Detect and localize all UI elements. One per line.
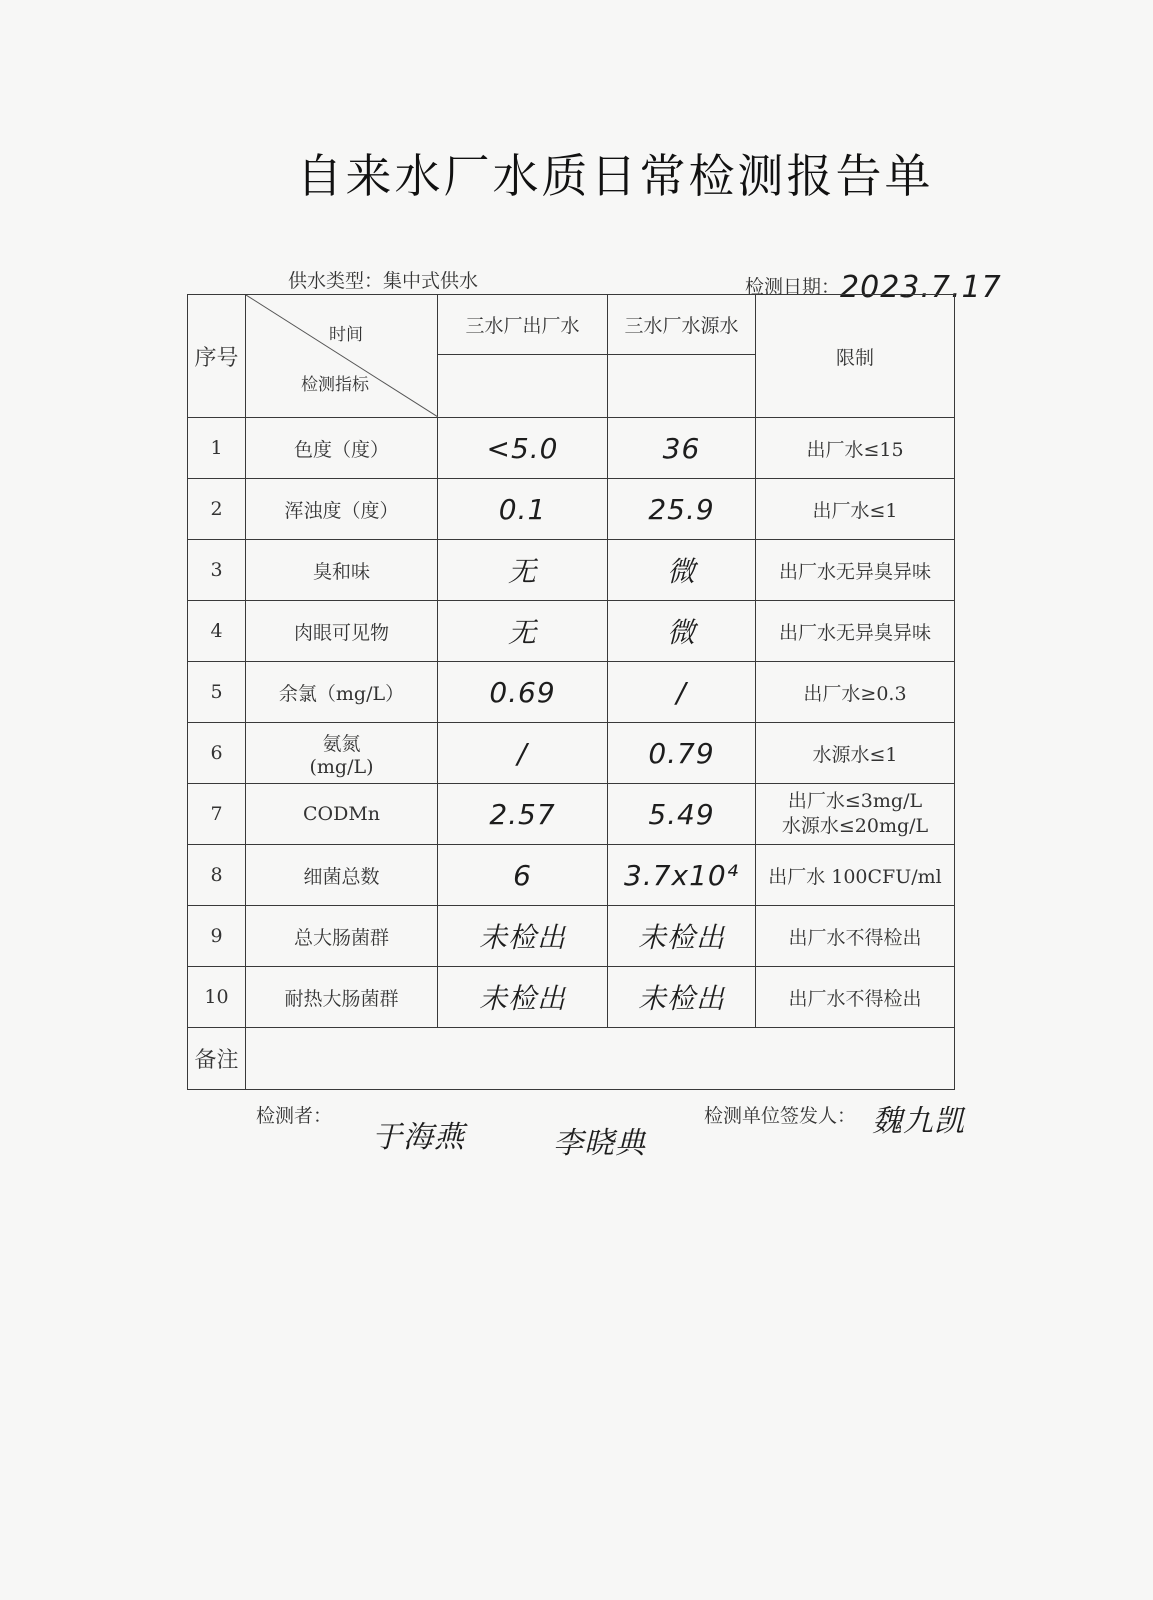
source-water-value: 3.7x10⁴ — [608, 845, 756, 906]
table-row — [188, 540, 955, 601]
row-number: 8 — [188, 845, 246, 906]
quality-table — [187, 294, 955, 1090]
source-water-value: 未检出 — [608, 906, 756, 967]
row-number: 2 — [188, 479, 246, 540]
out-water-value: 未检出 — [438, 906, 608, 967]
out-water-value: 无 — [438, 540, 608, 601]
table-row — [188, 479, 955, 540]
source-water-value: 0.79 — [608, 723, 756, 784]
time-label: 时间 — [329, 325, 363, 345]
table-row — [188, 662, 955, 723]
inspector-label: 检测者： — [256, 1105, 333, 1127]
limit-value: 出厂水不得检出 — [756, 906, 955, 967]
source-water-value: 微 — [608, 601, 756, 662]
source-water-value: 微 — [608, 540, 756, 601]
source-water-value: / — [608, 662, 756, 723]
limit-header: 限制 — [756, 295, 955, 418]
limit-value: 出厂水≤1 — [756, 479, 955, 540]
indicator-name: CODMn — [246, 784, 438, 845]
indicator-name: 余氯（mg/L） — [246, 662, 438, 723]
out-water-value: 无 — [438, 601, 608, 662]
report-title: 自来水厂水质日常检测报告单 — [296, 149, 934, 203]
row-number: 10 — [188, 967, 246, 1028]
limit-value: 出厂水不得检出 — [756, 967, 955, 1028]
col-src-header: 三水厂水源水 — [608, 295, 756, 355]
table-row — [188, 601, 955, 662]
out-water-value: <5.0 — [438, 418, 608, 479]
indicator-label: 检测指标 — [301, 375, 369, 395]
row-number: 1 — [188, 418, 246, 479]
date-label: 检测日期： — [745, 276, 841, 298]
date-value: 2023.7.17 — [840, 270, 1002, 305]
table-row — [188, 906, 955, 967]
limit-value: 出厂水≤3mg/L 水源水≤20mg/L — [756, 784, 955, 845]
source-water-value: 未检出 — [608, 967, 756, 1028]
table-row — [188, 967, 955, 1028]
out-water-value: 6 — [438, 845, 608, 906]
issuer-signature: 魏九凯 — [872, 1104, 965, 1139]
table-row — [188, 784, 955, 845]
source-water-value: 25.9 — [608, 479, 756, 540]
indicator-name: 耐热大肠菌群 — [246, 967, 438, 1028]
seq-header: 序号 — [188, 295, 246, 418]
table-row — [188, 723, 955, 784]
out-water-value: / — [438, 723, 608, 784]
out-water-value: 未检出 — [438, 967, 608, 1028]
source-water-value: 36 — [608, 418, 756, 479]
indicator-name: 氨氮 (mg/L) — [246, 723, 438, 784]
row-number: 4 — [188, 601, 246, 662]
indicator-name: 臭和味 — [246, 540, 438, 601]
out-water-value: 2.57 — [438, 784, 608, 845]
row-number: 5 — [188, 662, 246, 723]
remark-content — [246, 1028, 955, 1090]
limit-value: 出厂水 100CFU/ml — [756, 845, 955, 906]
inspector-signature-2: 李晓典 — [553, 1126, 646, 1161]
row-number: 3 — [188, 540, 246, 601]
supply-type: 供水类型：集中式供水 — [288, 270, 479, 292]
row-number: 6 — [188, 723, 246, 784]
inspector-signature-1: 于海燕 — [372, 1120, 465, 1155]
row-number: 7 — [188, 784, 246, 845]
table-row — [188, 418, 955, 479]
out-water-value: 0.69 — [438, 662, 608, 723]
indicator-name: 色度（度） — [246, 418, 438, 479]
indicator-name: 细菌总数 — [246, 845, 438, 906]
diagonal-header — [246, 295, 438, 418]
diagonal-line — [246, 295, 438, 417]
col-src-time — [608, 355, 756, 418]
indicator-name: 肉眼可见物 — [246, 601, 438, 662]
issuer-label: 检测单位签发人： — [704, 1105, 857, 1127]
indicator-name: 浑浊度（度） — [246, 479, 438, 540]
row-number: 9 — [188, 906, 246, 967]
out-water-value: 0.1 — [438, 479, 608, 540]
limit-value: 出厂水无异臭异味 — [756, 601, 955, 662]
limit-value: 出厂水≤15 — [756, 418, 955, 479]
remark-label: 备注 — [188, 1028, 246, 1090]
col-out-time — [438, 355, 608, 418]
table-row — [188, 845, 955, 906]
indicator-name: 总大肠菌群 — [246, 906, 438, 967]
limit-value: 出厂水无异臭异味 — [756, 540, 955, 601]
limit-value: 出厂水≥0.3 — [756, 662, 955, 723]
limit-value: 水源水≤1 — [756, 723, 955, 784]
source-water-value: 5.49 — [608, 784, 756, 845]
col-out-header: 三水厂出厂水 — [438, 295, 608, 355]
